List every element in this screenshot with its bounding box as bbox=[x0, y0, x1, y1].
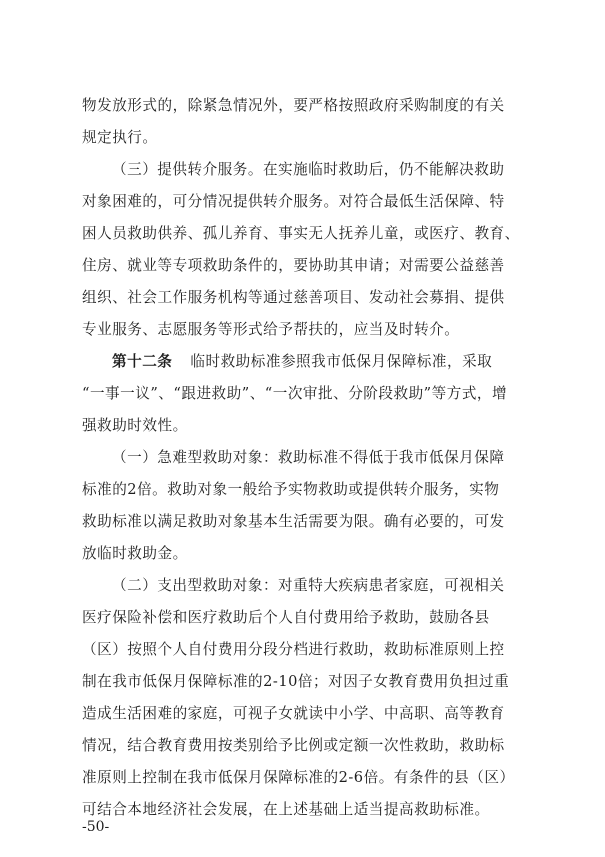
text-line: 制在我市低保月保障标准的2-10倍；对因子女教育费用负担过重 bbox=[82, 673, 510, 690]
paragraph-start: （二）支出型救助对象：对重特大疾病患者家庭，可视相关 bbox=[112, 577, 505, 594]
text-line: “一事一议”、“跟进救助”、“一次审批、分阶段救助”等方式，增 bbox=[82, 385, 508, 402]
text-line: （区）按照个人自付费用分段分档进行救助，救助标准原则上控 bbox=[82, 641, 505, 658]
text-line: 造成生活困难的家庭，可视子女就读中小学、中高职、高等教育 bbox=[82, 705, 505, 722]
text-line: 强救助时效性。 bbox=[82, 417, 188, 434]
text-line: 放临时救助金。 bbox=[82, 545, 188, 562]
text-line: 医疗保险补偿和医疗救助后个人自付费用给予救助，鼓励各县 bbox=[82, 609, 490, 626]
text-line: 对象困难的，可分情况提供转介服务。对符合最低生活保障、特 bbox=[82, 193, 505, 210]
text-line: 可结合本地经济社会发展，在上述基础上适当提高救助标准。 bbox=[82, 801, 490, 818]
text-line: 专业服务、志愿服务等形式给予帮扶的，应当及时转介。 bbox=[82, 321, 460, 338]
text-line: 规定执行。 bbox=[82, 129, 158, 146]
paragraph-start: （一）急难型救助对象：救助标准不得低于我市低保月保障 bbox=[112, 449, 505, 466]
article-label: 第十二条 bbox=[112, 353, 173, 370]
text-line: 情况，结合教育费用按类别给予比例或定额一次性救助，救助标 bbox=[82, 737, 505, 754]
article-line bbox=[112, 352, 552, 372]
paragraph-start: （三）提供转介服务。在实施临时救助后，仍不能解决救助 bbox=[112, 161, 505, 178]
text-line: 住房、就业等专项救助条件的，要协助其申请；对需要公益慈善 bbox=[82, 257, 505, 274]
text-line: 准原则上控制在我市低保月保障标准的2-6倍。有条件的县（区） bbox=[82, 769, 515, 786]
text-line: 标准的2倍。救助对象一般给予实物救助或提供转介服务，实物 bbox=[82, 481, 500, 498]
page-number: -50- bbox=[82, 819, 110, 835]
text-line: 困人员救助供养、孤儿养育、事实无人抚养儿童，或医疗、教育、 bbox=[82, 225, 520, 242]
text-line: 救助标准以满足救助对象基本生活需要为限。确有必要的，可发 bbox=[82, 513, 505, 530]
text-line: 组织、社会工作服务机构等通过慈善项目、发动社会募捐、提供 bbox=[82, 289, 505, 306]
article-text: 临时救助标准参照我市低保月保障标准，采取 bbox=[190, 353, 493, 370]
text-line: 物发放形式的，除紧急情况外，要严格按照政府采购制度的有关 bbox=[82, 97, 505, 114]
